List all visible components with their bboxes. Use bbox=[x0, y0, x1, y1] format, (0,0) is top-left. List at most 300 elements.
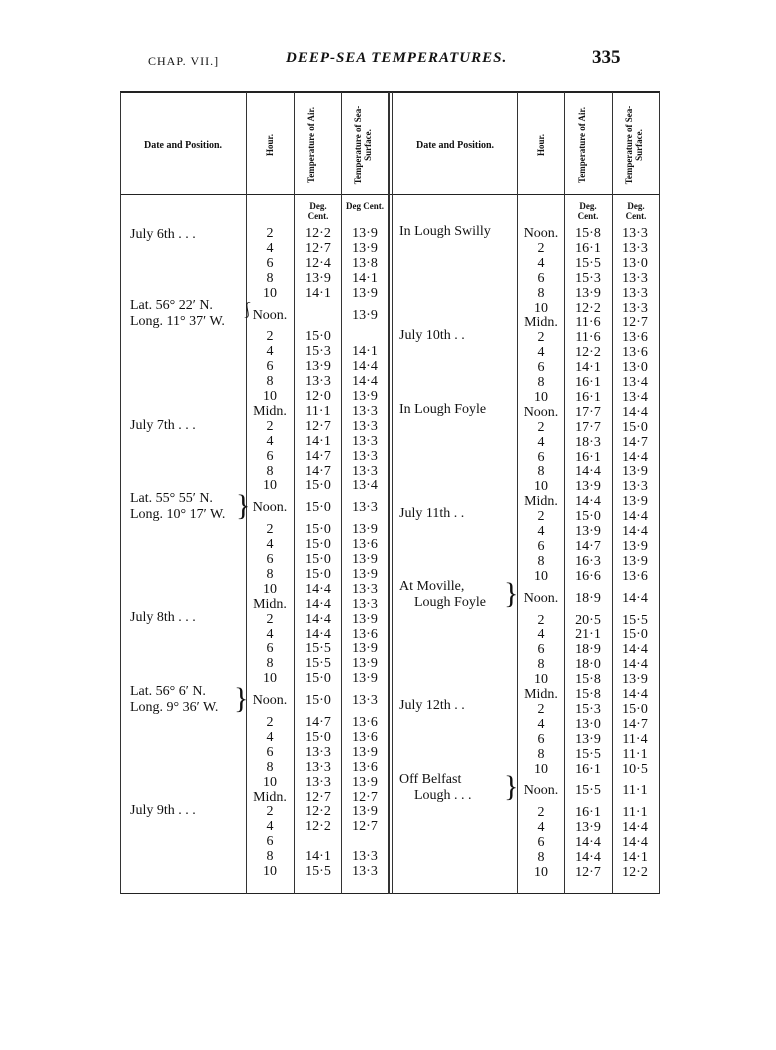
date-label-july-12: July 12th . . bbox=[399, 698, 465, 713]
sea-temp-cell: 13·3 bbox=[622, 285, 648, 301]
table-row bbox=[0, 375, 776, 390]
location-belfast-lough: Lough . . . bbox=[414, 788, 472, 803]
table-bottom-rule bbox=[120, 893, 660, 894]
sea-temp-cell: 13·0 bbox=[622, 255, 648, 271]
position-lat: Lat. 55° 55′ N. bbox=[130, 491, 213, 506]
table-row bbox=[0, 286, 776, 301]
table-row bbox=[0, 494, 776, 509]
brace: } bbox=[236, 489, 251, 522]
table-row bbox=[0, 479, 776, 494]
hour-cell: 8 bbox=[537, 464, 545, 480]
sea-temp-cell: 13·9 bbox=[352, 307, 378, 323]
sea-temp-cell: 13·6 bbox=[352, 715, 378, 730]
air-temp-cell: 15·0 bbox=[305, 500, 331, 516]
location-belfast: Off Belfast bbox=[399, 772, 462, 787]
hour-cell: 6 bbox=[266, 641, 274, 657]
air-temp-cell: 12·2 bbox=[575, 345, 601, 361]
hour-cell: 2 bbox=[266, 522, 274, 538]
hour-cell: 4 bbox=[537, 345, 545, 361]
sea-temp-cell: 13·6 bbox=[622, 568, 648, 584]
air-temp-cell: 12·2 bbox=[575, 300, 601, 316]
table-row bbox=[0, 360, 776, 375]
hour-cell: 4 bbox=[537, 434, 545, 450]
air-temp-cell: 18·9 bbox=[575, 642, 601, 658]
sea-temp-cell: 10·5 bbox=[622, 761, 648, 777]
air-temp-cell: 13·3 bbox=[305, 374, 331, 390]
hour-cell: 2 bbox=[266, 804, 274, 820]
air-temp-cell: 14·1 bbox=[305, 433, 331, 449]
air-temp-cell: 15·5 bbox=[305, 864, 331, 879]
sea-temp-cell: 13·6 bbox=[622, 345, 648, 361]
sea-temp-cell: 13·9 bbox=[352, 611, 378, 627]
table-row bbox=[0, 256, 776, 271]
hour-cell: 8 bbox=[266, 374, 274, 390]
sea-temp-cell: 13·9 bbox=[352, 744, 378, 760]
sea-temp-cell: 13·3 bbox=[352, 693, 378, 709]
hour-cell: 10 bbox=[534, 479, 548, 495]
hour-cell: 8 bbox=[537, 657, 545, 673]
air-temp-cell: 12·2 bbox=[305, 226, 331, 241]
air-temp-cell: 15·0 bbox=[575, 509, 601, 525]
air-temp-cell: 14·7 bbox=[305, 715, 331, 730]
col-header-hour: Hour. bbox=[536, 134, 546, 156]
hour-cell: 2 bbox=[537, 330, 545, 346]
air-temp-cell: 11·6 bbox=[575, 330, 601, 346]
air-temp-cell: 21·1 bbox=[575, 627, 601, 643]
sea-temp-cell: 13·9 bbox=[352, 656, 378, 672]
position-long: Long. 11° 37′ W. bbox=[130, 314, 225, 329]
sea-temp-cell: 13·0 bbox=[622, 360, 648, 376]
air-temp-cell: 14·4 bbox=[575, 494, 601, 510]
air-temp-cell: 16·1 bbox=[575, 389, 601, 405]
hour-cell: 2 bbox=[537, 240, 545, 256]
col-header-temp-air: Temperature of Air. bbox=[306, 107, 316, 183]
hour-cell: Midn. bbox=[524, 494, 558, 510]
sea-temp-cell: 13·3 bbox=[622, 479, 648, 495]
table-row bbox=[0, 820, 776, 835]
position-lat: Lat. 56° 22′ N. bbox=[130, 298, 213, 313]
sea-temp-cell: 13·9 bbox=[352, 804, 378, 820]
table-row bbox=[0, 405, 776, 420]
hour-cell: 2 bbox=[537, 701, 545, 717]
air-temp-cell: 12·7 bbox=[305, 240, 331, 256]
sea-temp-cell: 13·8 bbox=[352, 255, 378, 271]
air-temp-cell: 14·4 bbox=[305, 596, 331, 612]
air-temp-cell: 15·0 bbox=[305, 537, 331, 553]
hour-cell: Midn. bbox=[253, 789, 287, 805]
air-temp-cell: 16·1 bbox=[575, 375, 601, 390]
sea-temp-cell: 13·9 bbox=[352, 389, 378, 404]
air-temp-cell: 15·5 bbox=[305, 641, 331, 657]
air-temp-cell: 13·9 bbox=[575, 479, 601, 495]
hour-cell: 10 bbox=[263, 774, 277, 790]
air-temp-cell: 14·1 bbox=[305, 849, 331, 865]
units-label: Deg. Cent. bbox=[625, 201, 647, 221]
sea-temp-cell: 11·1 bbox=[622, 805, 648, 821]
hour-cell: 4 bbox=[537, 255, 545, 271]
sea-temp-cell: 14·4 bbox=[622, 820, 648, 836]
location-lough-foyle: In Lough Foyle bbox=[399, 402, 487, 417]
table-row bbox=[0, 850, 776, 865]
hour-cell: 6 bbox=[537, 449, 545, 465]
air-temp-cell: 14·4 bbox=[575, 835, 601, 851]
air-temp-cell: 12·4 bbox=[305, 255, 331, 271]
air-temp-cell: 15·8 bbox=[575, 226, 601, 241]
sea-temp-cell: 11·1 bbox=[622, 783, 648, 799]
air-temp-cell: 14·1 bbox=[305, 285, 331, 301]
hour-cell: 2 bbox=[537, 612, 545, 628]
sea-temp-cell: 13·9 bbox=[352, 774, 378, 790]
hour-cell: 2 bbox=[266, 611, 274, 627]
table-row bbox=[0, 315, 776, 330]
hour-cell: 8 bbox=[537, 850, 545, 865]
air-temp-cell: 15·0 bbox=[305, 552, 331, 567]
sea-temp-cell: 15·0 bbox=[622, 419, 648, 435]
hour-cell: 10 bbox=[263, 478, 277, 494]
table-row bbox=[0, 759, 776, 777]
hour-cell: 10 bbox=[263, 671, 277, 687]
hour-cell: 10 bbox=[263, 389, 277, 404]
hour-cell: Noon. bbox=[523, 783, 559, 799]
hour-cell: 6 bbox=[537, 642, 545, 658]
sea-temp-cell: 13·6 bbox=[622, 330, 648, 346]
table-row bbox=[0, 783, 776, 798]
sea-temp-cell: 14·4 bbox=[622, 509, 648, 525]
chapter-heading: CHAP. VII.] bbox=[148, 54, 220, 68]
location-moville: At Moville, bbox=[399, 579, 465, 594]
hour-cell: 4 bbox=[266, 626, 274, 642]
page-number: 335 bbox=[592, 47, 621, 68]
table-row bbox=[0, 687, 776, 702]
table-row bbox=[0, 729, 776, 747]
air-temp-cell: 18·9 bbox=[575, 590, 601, 606]
air-temp-cell: 14·4 bbox=[305, 611, 331, 627]
sea-temp-cell: 14·4 bbox=[622, 449, 648, 465]
table-row bbox=[0, 672, 776, 687]
air-temp-cell: 12·2 bbox=[305, 819, 331, 835]
hour-cell: 10 bbox=[534, 389, 548, 405]
table-row bbox=[0, 717, 776, 732]
col-header-date-position: Date and Position. bbox=[143, 140, 223, 151]
table-row bbox=[0, 345, 776, 360]
table-row bbox=[0, 330, 776, 345]
col-header-hour: Hour. bbox=[265, 134, 275, 156]
air-temp-cell: 13·9 bbox=[305, 359, 331, 375]
sea-temp-cell: 14·4 bbox=[622, 404, 648, 420]
air-temp-cell: 16·1 bbox=[575, 240, 601, 256]
air-temp-cell: 16·1 bbox=[575, 761, 601, 777]
sea-temp-cell: 14·1 bbox=[352, 270, 378, 286]
table-row bbox=[0, 865, 776, 880]
air-temp-cell: 12·2 bbox=[305, 804, 331, 820]
sea-temp-cell: 13·3 bbox=[352, 403, 378, 419]
brace: } bbox=[504, 770, 519, 803]
table-row bbox=[0, 509, 776, 524]
table-row bbox=[0, 539, 776, 554]
air-temp-cell: 15·0 bbox=[305, 329, 331, 345]
sea-temp-cell: 14·4 bbox=[622, 524, 648, 539]
position-lat: Lat. 56° 6′ N. bbox=[130, 684, 206, 699]
sea-temp-cell: 14·4 bbox=[622, 687, 648, 702]
hour-cell: 4 bbox=[266, 433, 274, 449]
hour-cell: Noon. bbox=[523, 226, 559, 241]
air-temp-cell: 14·1 bbox=[575, 360, 601, 376]
table-row bbox=[0, 744, 776, 762]
sea-temp-cell: 14·1 bbox=[352, 344, 378, 360]
sea-temp-cell: 13·9 bbox=[352, 566, 378, 582]
sea-temp-cell: 13·9 bbox=[352, 285, 378, 301]
sea-temp-cell: 13·4 bbox=[352, 478, 378, 494]
brace: ⎰ bbox=[240, 303, 256, 319]
air-temp-cell: 11·6 bbox=[575, 315, 601, 331]
air-temp-cell: 14·4 bbox=[575, 850, 601, 865]
hour-cell: 8 bbox=[266, 463, 274, 479]
sea-temp-cell: 13·3 bbox=[352, 596, 378, 612]
sea-temp-cell: 14·4 bbox=[622, 642, 648, 658]
sea-temp-cell: 13·9 bbox=[352, 522, 378, 538]
table-row bbox=[0, 301, 776, 316]
date-label-july-8: July 8th . . . bbox=[130, 610, 196, 625]
air-temp-cell: 13·9 bbox=[575, 524, 601, 539]
air-temp-cell: 16·6 bbox=[575, 568, 601, 584]
air-temp-cell: 18·0 bbox=[575, 657, 601, 673]
hour-cell: 8 bbox=[266, 270, 274, 286]
hour-cell: 2 bbox=[537, 509, 545, 525]
sea-temp-cell: 13·3 bbox=[622, 240, 648, 256]
hour-cell: Noon. bbox=[252, 693, 288, 709]
table-row bbox=[0, 613, 776, 628]
hour-cell: 8 bbox=[537, 553, 545, 569]
air-temp-cell: 15·0 bbox=[305, 522, 331, 538]
hour-cell: 2 bbox=[266, 715, 274, 730]
col-header-temp-sea: Temperature of Sea-Surface. bbox=[624, 105, 644, 185]
sea-temp-cell: 14·4 bbox=[622, 835, 648, 851]
hour-cell: 8 bbox=[266, 849, 274, 865]
sea-temp-cell: 13·3 bbox=[352, 849, 378, 865]
air-temp-cell: 15·3 bbox=[575, 270, 601, 286]
air-temp-cell: 15·3 bbox=[575, 701, 601, 717]
sea-temp-cell: 13·9 bbox=[622, 553, 648, 569]
date-label-july-6: July 6th . . . bbox=[130, 227, 196, 242]
hour-cell: 8 bbox=[266, 656, 274, 672]
air-temp-cell: 16·1 bbox=[575, 449, 601, 465]
air-temp-cell: 14·4 bbox=[305, 581, 331, 597]
hour-cell: 4 bbox=[537, 627, 545, 643]
air-temp-cell: 17·7 bbox=[575, 419, 601, 435]
air-temp-cell: 15·5 bbox=[305, 656, 331, 672]
sea-temp-cell: 13·6 bbox=[352, 759, 378, 775]
air-temp-cell: 14·4 bbox=[575, 464, 601, 480]
table-row bbox=[0, 657, 776, 672]
sea-temp-cell: 13·6 bbox=[352, 729, 378, 745]
table-row bbox=[0, 554, 776, 569]
sea-temp-cell: 13·3 bbox=[622, 270, 648, 286]
hour-cell: Midn. bbox=[253, 596, 287, 612]
table-row bbox=[0, 805, 776, 820]
sea-temp-cell: 13·9 bbox=[352, 641, 378, 657]
air-temp-cell: 15·5 bbox=[575, 746, 601, 762]
sea-temp-cell: 15·0 bbox=[622, 627, 648, 643]
sea-temp-cell: 13·3 bbox=[352, 433, 378, 449]
sea-temp-cell: 13·3 bbox=[622, 300, 648, 316]
hour-cell: 6 bbox=[266, 834, 274, 850]
hour-cell: Midn. bbox=[524, 687, 558, 702]
hour-cell: 6 bbox=[266, 359, 274, 375]
table-row bbox=[0, 835, 776, 850]
hour-cell: 2 bbox=[266, 418, 274, 434]
date-label-july-9: July 9th . . . bbox=[130, 803, 196, 818]
position-long: Long. 10° 17′ W. bbox=[130, 507, 226, 522]
hour-cell: 6 bbox=[266, 552, 274, 567]
hour-cell: 2 bbox=[266, 226, 274, 241]
sea-temp-cell: 13·3 bbox=[352, 463, 378, 479]
sea-temp-cell: 13·9 bbox=[622, 538, 648, 554]
page-title: DEEP-SEA TEMPERATURES. bbox=[286, 50, 508, 66]
air-temp-cell: 12·7 bbox=[305, 418, 331, 434]
air-temp-cell: 14·4 bbox=[305, 626, 331, 642]
sea-temp-cell: 13·9 bbox=[352, 552, 378, 567]
hour-cell: 10 bbox=[534, 672, 548, 688]
sea-temp-cell: 12·2 bbox=[622, 864, 648, 880]
sea-temp-cell: 15·5 bbox=[622, 612, 648, 628]
location-lough-swilly: In Lough Swilly bbox=[399, 224, 491, 239]
sea-temp-cell: 12·7 bbox=[622, 315, 648, 331]
sea-temp-cell: 13·6 bbox=[352, 626, 378, 642]
air-temp-cell: 15·5 bbox=[575, 255, 601, 271]
sea-temp-cell: 14·4 bbox=[622, 590, 648, 606]
table-row bbox=[0, 524, 776, 539]
hour-cell: 6 bbox=[537, 270, 545, 286]
air-temp-cell: 15·0 bbox=[305, 478, 331, 494]
air-temp-cell: 15·0 bbox=[305, 729, 331, 745]
table-row bbox=[0, 271, 776, 286]
sea-temp-cell: 11·4 bbox=[622, 731, 648, 747]
air-temp-cell: 16·1 bbox=[575, 805, 601, 821]
hour-cell: 6 bbox=[537, 538, 545, 554]
hour-cell: 6 bbox=[537, 731, 545, 747]
hour-cell: Midn. bbox=[253, 403, 287, 419]
sea-temp-cell: 15·0 bbox=[622, 701, 648, 717]
sea-temp-cell: 13·3 bbox=[352, 500, 378, 516]
table-row bbox=[0, 566, 776, 584]
units-label: Deg. Cent. bbox=[577, 201, 599, 221]
table-row bbox=[0, 702, 776, 717]
air-temp-cell: 13·3 bbox=[305, 759, 331, 775]
table-row bbox=[0, 464, 776, 479]
hour-cell: 8 bbox=[537, 375, 545, 390]
air-temp-cell: 14·7 bbox=[305, 463, 331, 479]
brace: } bbox=[234, 682, 249, 715]
hour-cell: 6 bbox=[537, 835, 545, 851]
hour-cell: 10 bbox=[534, 300, 548, 316]
hour-cell: 6 bbox=[266, 255, 274, 271]
sea-temp-cell: 13·9 bbox=[622, 464, 648, 480]
hour-cell: 4 bbox=[266, 729, 274, 745]
hour-cell: 4 bbox=[266, 819, 274, 835]
air-temp-cell: 13·9 bbox=[305, 270, 331, 286]
air-temp-cell: 15·3 bbox=[305, 344, 331, 360]
air-temp-cell: 13·0 bbox=[575, 716, 601, 732]
sea-temp-cell: 14·7 bbox=[622, 434, 648, 450]
hour-cell: 8 bbox=[266, 759, 274, 775]
table-row bbox=[0, 241, 776, 256]
hour-cell: 4 bbox=[266, 537, 274, 553]
air-temp-cell: 13·9 bbox=[575, 731, 601, 747]
hour-cell: 4 bbox=[537, 820, 545, 836]
sea-temp-cell: 13·9 bbox=[352, 226, 378, 241]
sea-temp-cell: 14·7 bbox=[622, 716, 648, 732]
sea-temp-cell: 14·1 bbox=[622, 850, 648, 865]
brace: } bbox=[504, 577, 519, 610]
table-row bbox=[0, 226, 776, 241]
hour-cell: 4 bbox=[537, 524, 545, 539]
sea-temp-cell: 12·7 bbox=[352, 789, 378, 805]
table-row bbox=[0, 450, 776, 465]
air-temp-cell: 15·0 bbox=[305, 566, 331, 582]
sea-temp-cell: 14·4 bbox=[622, 657, 648, 673]
date-label-july-11: July 11th . . bbox=[399, 506, 465, 521]
sea-temp-cell: 13·9 bbox=[622, 494, 648, 510]
hour-cell: 2 bbox=[537, 805, 545, 821]
hour-cell: 2 bbox=[266, 329, 274, 345]
air-temp-cell: 15·8 bbox=[575, 672, 601, 688]
sea-temp-cell: 13·3 bbox=[352, 864, 378, 879]
hour-cell: 6 bbox=[266, 448, 274, 464]
sea-temp-cell: 11·1 bbox=[622, 746, 648, 762]
hour-cell: Midn. bbox=[524, 315, 558, 331]
sea-temp-cell: 14·4 bbox=[352, 374, 378, 390]
air-temp-cell: 11·1 bbox=[305, 403, 331, 419]
date-label-july-10: July 10th . . bbox=[399, 328, 465, 343]
position-long: Long. 9° 36′ W. bbox=[130, 700, 219, 715]
table-row bbox=[0, 420, 776, 435]
air-temp-cell: 15·5 bbox=[575, 783, 601, 799]
sea-temp-cell: 14·4 bbox=[352, 359, 378, 375]
col-header-date-position: Date and Position. bbox=[415, 140, 495, 151]
air-temp-cell: 12·7 bbox=[575, 864, 601, 880]
sea-temp-cell: 13·3 bbox=[352, 418, 378, 434]
hour-cell: 10 bbox=[263, 285, 277, 301]
hour-cell: 4 bbox=[266, 344, 274, 360]
table-row bbox=[0, 390, 776, 405]
sea-temp-cell: 12·7 bbox=[352, 819, 378, 835]
hour-cell: Noon. bbox=[252, 307, 288, 323]
location-moville-lough: Lough Foyle bbox=[414, 595, 486, 610]
air-temp-cell: 18·3 bbox=[575, 434, 601, 450]
hour-cell: Noon. bbox=[523, 590, 559, 606]
hour-cell: 6 bbox=[537, 360, 545, 376]
col-header-temp-sea: Temperature of Sea-Surface. bbox=[353, 105, 373, 185]
hour-cell: 8 bbox=[537, 746, 545, 762]
sea-temp-cell: 13·9 bbox=[622, 672, 648, 688]
sea-temp-cell: 13·9 bbox=[352, 671, 378, 687]
air-temp-cell: 20·5 bbox=[575, 612, 601, 628]
date-label-july-7: July 7th . . . bbox=[130, 418, 196, 433]
hour-cell: 2 bbox=[537, 419, 545, 435]
units-label: Deg Cent. bbox=[346, 201, 384, 211]
hour-cell: 8 bbox=[266, 566, 274, 582]
hour-cell: 4 bbox=[537, 716, 545, 732]
sea-temp-cell: 13·4 bbox=[622, 375, 648, 390]
sea-temp-cell: 13·3 bbox=[352, 448, 378, 464]
units-label: Deg. Cent. bbox=[307, 201, 329, 221]
sea-temp-cell: 13·4 bbox=[622, 389, 648, 405]
air-temp-cell: 15·0 bbox=[305, 671, 331, 687]
table-row bbox=[0, 435, 776, 450]
sea-temp-cell: 13·6 bbox=[352, 537, 378, 553]
air-temp-cell: 17·7 bbox=[575, 404, 601, 420]
hour-cell: 6 bbox=[266, 744, 274, 760]
